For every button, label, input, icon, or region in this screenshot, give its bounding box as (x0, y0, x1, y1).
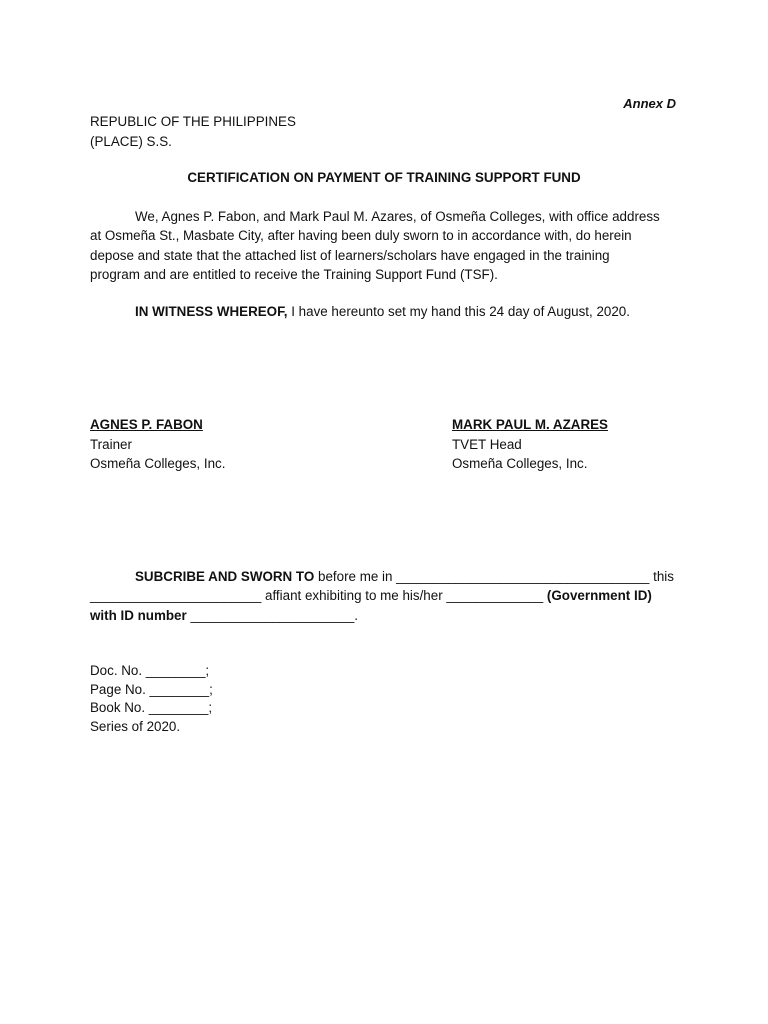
certification-paragraph (90, 207, 674, 284)
witness-paragraph (90, 302, 674, 321)
signatory-name: MARK PAUL M. AZARES (452, 417, 608, 432)
jurat-heading: SUBCRIBE AND SWORN TO (135, 569, 315, 584)
paragraph-line: at Osmeña St., Masbate City, after having been duly sworn to in accordance with, do herein (90, 228, 632, 244)
series-year: Series of 2020. (90, 719, 181, 735)
id-number-label: with ID number (90, 607, 187, 623)
signatory-organization: Osmeña Colleges, Inc. (452, 456, 588, 471)
notary-block (90, 662, 213, 737)
annex-label: Annex D (623, 96, 676, 111)
witness-heading: IN WITNESS WHEREOF, (135, 304, 288, 319)
signatory-organization: Osmeña Colleges, Inc. (90, 456, 226, 471)
jurat-line: SUBCRIBE AND SWORN TO before me in __________________________________ this (135, 569, 674, 584)
paragraph-line: depose and state that the attached list of learners/scholars have engaged in the training (90, 247, 610, 263)
doc-number: Doc. No. ________; (90, 663, 210, 678)
signatory-position: Trainer (90, 436, 132, 452)
signatory-position: TVET Head (452, 436, 522, 452)
government-id-label: (Government ID) (546, 588, 652, 604)
jurat-line: _______________________ affiant exhibiting to me his/her _____________ (Government ID) (90, 588, 652, 604)
signatory-name: AGNES P. FABON (90, 417, 203, 432)
signatory-right (452, 415, 608, 474)
document-title: CERTIFICATION ON PAYMENT OF TRAINING SUPPORT FUND (187, 170, 581, 185)
place-header: (PLACE) S.S. (90, 134, 172, 149)
republic-header: REPUBLIC OF THE PHILIPPINES (90, 114, 296, 129)
witness-text: I have hereunto set my hand this 24 day of August, 2020. (287, 304, 630, 319)
book-number: Book No. ________; (90, 700, 213, 716)
jurat-line: with ID number ______________________. (90, 607, 358, 623)
page-number: Page No. ________; (90, 681, 213, 697)
paragraph-line: program and are entitled to receive the Training Support Fund (TSF). (90, 266, 498, 282)
signatory-left (90, 415, 225, 474)
paragraph-line: We, Agnes P. Fabon, and Mark Paul M. Azares, of Osmeña Colleges, with office address (135, 209, 660, 224)
jurat-paragraph (90, 567, 674, 625)
